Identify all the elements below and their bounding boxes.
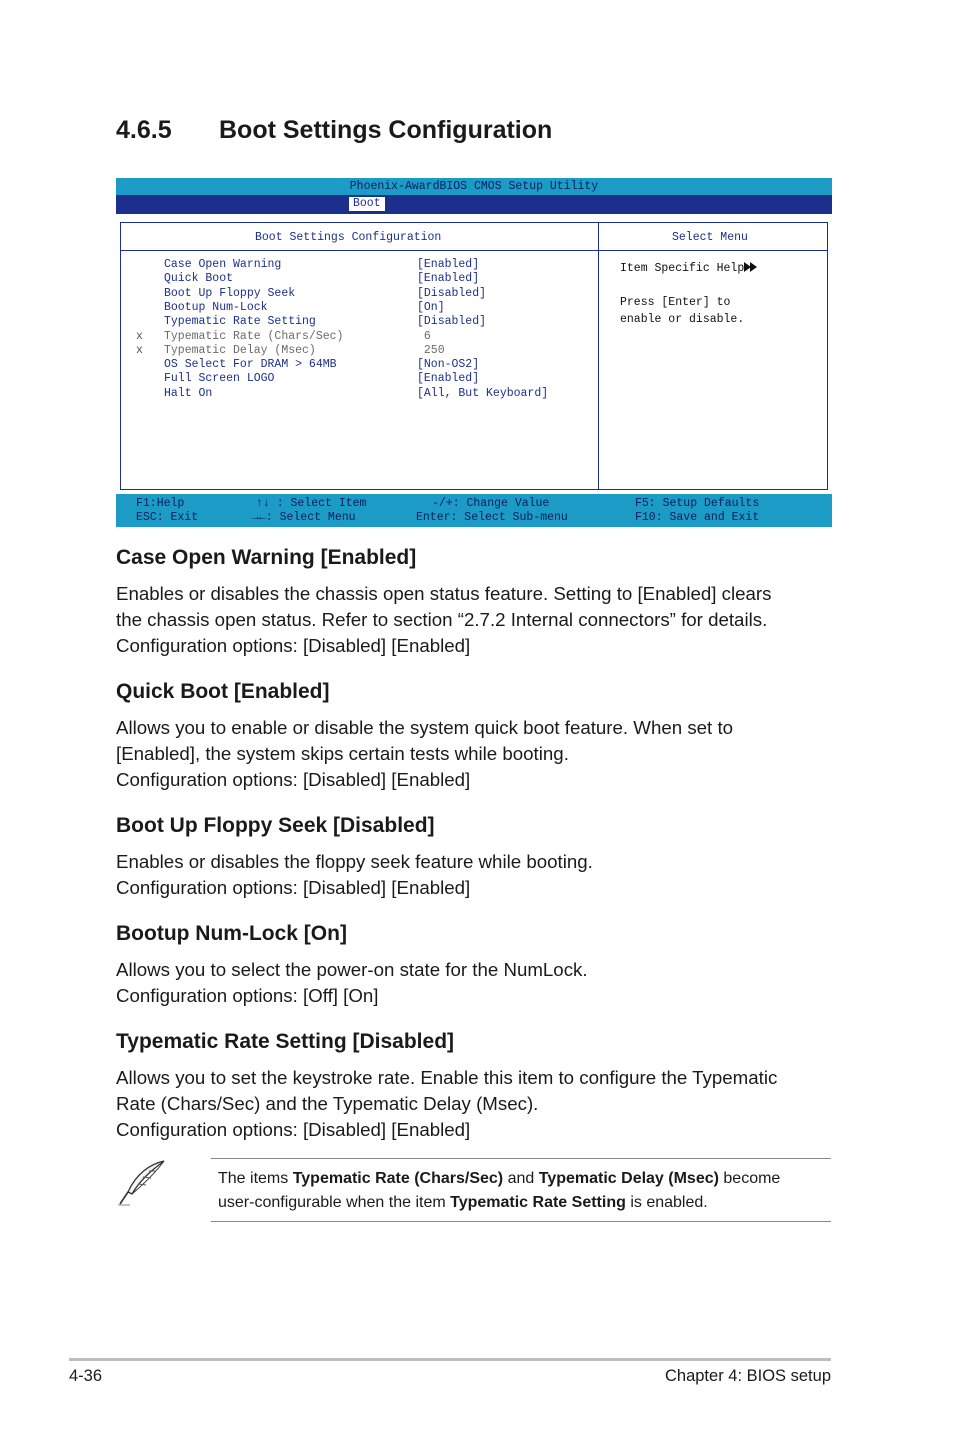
setting-value[interactable]: [Disabled] bbox=[417, 286, 487, 300]
help-panel bbox=[620, 260, 758, 328]
setting-value[interactable]: [Enabled] bbox=[417, 372, 480, 386]
key-select-menu: →←: Select Menu bbox=[252, 511, 356, 524]
setting-label: Quick Boot bbox=[164, 272, 234, 286]
setting-value: 6 bbox=[417, 329, 431, 343]
setting-value[interactable]: [Non-OS2] bbox=[417, 358, 480, 372]
setting-bootup-num-lock[interactable] bbox=[120, 301, 590, 315]
key-change-value: -/+: Change Value bbox=[432, 497, 550, 510]
note-text-run: is enabled. bbox=[625, 1194, 708, 1211]
bios-title-bar: Phoenix-AwardBIOS CMOS Setup Utility bbox=[116, 178, 832, 195]
note-text-run: become bbox=[718, 1170, 781, 1187]
paragraph-bootup-num-lock bbox=[116, 957, 816, 1009]
help-heading-row bbox=[620, 260, 758, 277]
note-text-run: user-configurable when the item bbox=[218, 1194, 451, 1211]
heading-boot-up-floppy-seek: Boot Up Floppy Seek [Disabled] bbox=[116, 814, 435, 837]
paragraph-line: Rate (Chars/Sec) and the Typematic Delay (Msec). bbox=[116, 1093, 539, 1114]
page-number: 4-36 bbox=[69, 1367, 103, 1385]
setting-label: Boot Up Floppy Seek bbox=[164, 286, 296, 300]
note-text bbox=[218, 1167, 830, 1215]
right-panel-title: Select Menu bbox=[672, 231, 748, 244]
heading-case-open-warning: Case Open Warning [Enabled] bbox=[116, 546, 417, 569]
paragraph-typematic-rate-setting bbox=[116, 1065, 816, 1143]
setting-mark: x bbox=[136, 329, 143, 343]
paragraph-line: Enables or disables the floppy seek feature while booting. bbox=[116, 851, 593, 872]
setting-label: Typematic Delay (Msec) bbox=[164, 343, 316, 357]
heading-bootup-num-lock: Bootup Num-Lock [On] bbox=[116, 922, 347, 945]
setting-value[interactable]: [All, But Keyboard] bbox=[417, 386, 549, 400]
setting-label: Typematic Rate Setting bbox=[164, 315, 316, 329]
note-text-run: The items bbox=[218, 1170, 293, 1187]
setting-label: Halt On bbox=[164, 386, 213, 400]
setting-label: Typematic Rate (Chars/Sec) bbox=[164, 329, 344, 343]
setting-typematic-rate bbox=[120, 330, 590, 344]
key-select-item: ↑↓ : Select Item bbox=[256, 497, 367, 510]
key-esc-exit: ESC: Exit bbox=[136, 511, 199, 524]
setting-mark: x bbox=[136, 343, 143, 357]
footer-rule bbox=[69, 1358, 831, 1361]
heading-quick-boot: Quick Boot [Enabled] bbox=[116, 680, 330, 703]
double-arrow-icon bbox=[744, 262, 758, 275]
paragraph-quick-boot bbox=[116, 715, 816, 793]
heading-typematic-rate-setting: Typematic Rate Setting [Disabled] bbox=[116, 1030, 455, 1053]
setting-quick-boot[interactable] bbox=[120, 272, 590, 286]
note-term-typematic-delay: Typematic Delay (Msec) bbox=[538, 1170, 719, 1187]
section-title bbox=[116, 116, 552, 145]
bios-key-legend bbox=[116, 494, 832, 527]
bios-panel-header-line bbox=[121, 250, 827, 251]
setting-typematic-rate-setting[interactable] bbox=[120, 315, 590, 329]
setting-boot-up-floppy-seek[interactable] bbox=[120, 287, 590, 301]
paragraph-line: Configuration options: [Off] [On] bbox=[116, 985, 379, 1006]
chapter-label: Chapter 4: BIOS setup bbox=[664, 1367, 831, 1385]
paragraph-boot-up-floppy-seek bbox=[116, 849, 816, 901]
key-f1-help: F1:Help bbox=[136, 497, 185, 510]
setting-label: Case Open Warning bbox=[164, 258, 282, 271]
key-f5-defaults: F5: Setup Defaults bbox=[635, 497, 760, 510]
bios-menu-bar bbox=[116, 195, 832, 214]
setting-value[interactable]: [Enabled] bbox=[417, 272, 480, 286]
paragraph-line: Configuration options: [Disabled] [Enabled] bbox=[116, 877, 471, 898]
paragraph-line: Enables or disables the chassis open status feature. Setting to [Enabled] clears bbox=[116, 583, 772, 604]
help-heading: Item Specific Help bbox=[620, 262, 745, 275]
key-f10-save: F10: Save and Exit bbox=[635, 511, 760, 524]
setting-typematic-delay bbox=[120, 344, 590, 358]
section-number: 4.6.5 bbox=[116, 116, 172, 144]
key-enter-submenu: Enter: Select Sub-menu bbox=[416, 511, 568, 524]
left-panel-title: Boot Settings Configuration bbox=[255, 231, 442, 244]
tab-boot[interactable]: Boot bbox=[349, 197, 385, 211]
note-term-typematic-rate: Typematic Rate (Chars/Sec) bbox=[292, 1170, 504, 1187]
setting-label: Bootup Num-Lock bbox=[164, 300, 268, 314]
setting-os-select-dram[interactable] bbox=[120, 358, 590, 372]
note-rule-top bbox=[211, 1158, 831, 1159]
paragraph-case-open-warning bbox=[116, 581, 816, 659]
setting-label: OS Select For DRAM > 64MB bbox=[164, 358, 337, 372]
setting-value[interactable]: [On] bbox=[417, 300, 445, 314]
note-text-run: and bbox=[503, 1170, 539, 1187]
setting-halt-on[interactable] bbox=[120, 387, 590, 401]
paragraph-line: Allows you to set the keystroke rate. Enable this item to configure the Typematic bbox=[116, 1067, 778, 1088]
paragraph-line: Configuration options: [Disabled] [Enabled] bbox=[116, 635, 471, 656]
help-line-1: Press [Enter] to bbox=[620, 296, 731, 309]
section-title-text: Boot Settings Configuration bbox=[219, 116, 553, 144]
paragraph-line: [Enabled], the system skips certain tests while booting. bbox=[116, 743, 569, 764]
bios-panel-divider bbox=[598, 223, 599, 489]
paragraph-line: Allows you to enable or disable the system quick boot feature. When set to bbox=[116, 717, 734, 738]
setting-case-open-warning[interactable] bbox=[120, 258, 590, 272]
paragraph-line: Configuration options: [Disabled] [Enabled] bbox=[116, 769, 471, 790]
setting-label: Full Screen LOGO bbox=[164, 372, 275, 386]
setting-full-screen-logo[interactable] bbox=[120, 372, 590, 386]
note-rule-bottom bbox=[211, 1221, 831, 1222]
paragraph-line: Allows you to select the power-on state for the NumLock. bbox=[116, 959, 588, 980]
setting-value: 250 bbox=[417, 343, 445, 357]
feather-pen-icon bbox=[116, 1158, 168, 1208]
note-term-typematic-rate-setting: Typematic Rate Setting bbox=[450, 1194, 626, 1211]
paragraph-line: Configuration options: [Disabled] [Enabled] bbox=[116, 1119, 471, 1140]
paragraph-line: the chassis open status. Refer to section “2.7.2 Internal connectors” for details. bbox=[116, 609, 768, 630]
bios-screen bbox=[116, 178, 832, 527]
setting-value[interactable]: [Enabled] bbox=[417, 258, 480, 271]
help-line-2: enable or disable. bbox=[620, 313, 745, 326]
setting-value[interactable]: [Disabled] bbox=[417, 315, 487, 329]
